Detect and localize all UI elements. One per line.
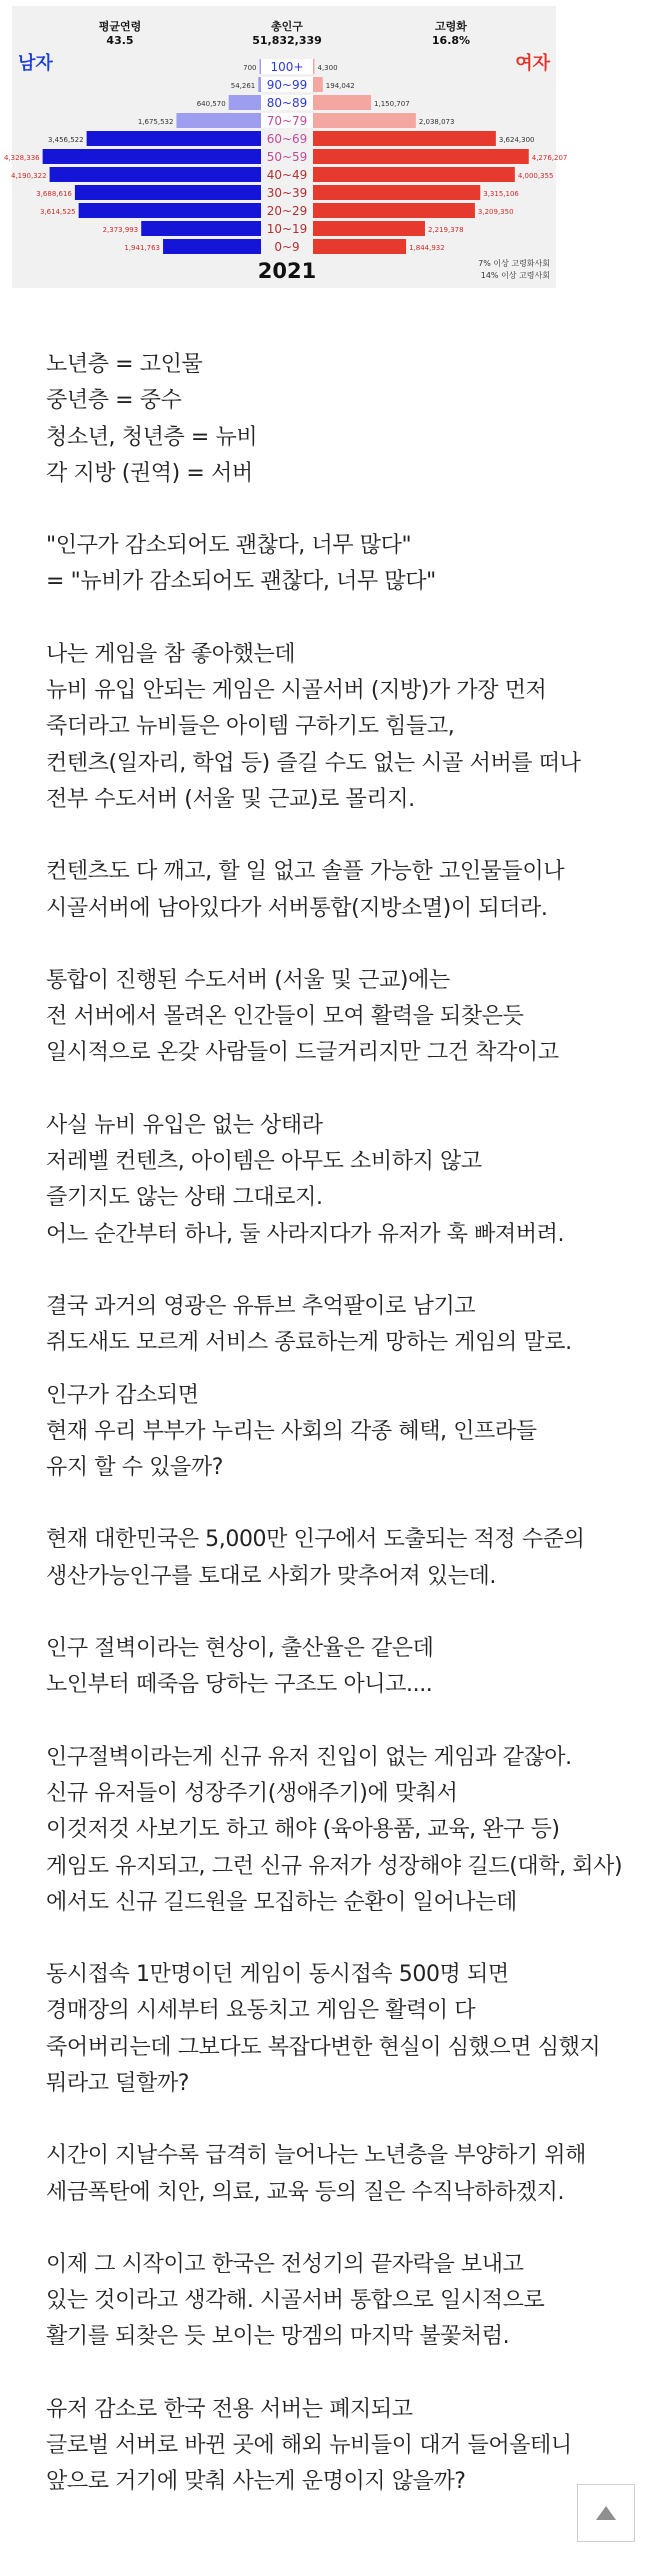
text-line: 노인부터 떼죽음 당하는 구조도 아니고.... [46,1672,433,1698]
female-value-label: 4,300 [317,64,338,72]
text-line: 시골서버에 남아있다가 서버통합(지방소멸)이 되더라. [46,895,548,921]
male-bar [229,95,261,110]
chart-title: 2021 [257,259,317,283]
text-line: 이것저것 사보기도 하고 해야 (육아용품, 교육, 완구 등) [46,1817,560,1843]
male-value-label: 4,328,336 [3,154,40,162]
female-bar [313,221,425,236]
text-line: 전부 수도서버 (서울 및 근교)로 몰리지. [46,786,415,812]
text-line: 일시적으로 온갖 사람들이 드글거리지만 그건 착각이고 [46,1040,559,1066]
text-line: 에서도 신규 길드원을 모집하는 순환이 일어나는데 [46,1889,517,1915]
text-line: 유저 감소로 한국 전용 서버는 폐지되고 [46,2396,413,2422]
male-value-label: 640,570 [196,100,226,108]
female-bar [313,113,416,128]
text-line: 생산가능인구를 토대로 사회가 맞추어져 있는데. [46,1563,497,1589]
text-line: 나는 게임을 참 좋아했는데 [46,641,296,667]
text-line: 경매장의 시세부터 요동치고 게임은 활력이 다 [46,1998,476,2024]
paragraph [46,1740,636,1921]
female-bar [313,77,323,92]
text-line: 동시접속 1만명이던 게임이 동시접속 500명 되면 [46,1962,509,1988]
text-line: 현재 우리 부부가 누리는 사회의 각종 혜택, 인프라들 [46,1418,537,1444]
text-line: 뉴비 유입 안되는 게임은 시골서버 (지방)가 가장 먼저 [46,678,547,704]
paragraph [46,1522,636,1595]
male-bar [87,131,261,146]
male-bar [176,113,261,128]
text-line: 전 서버에서 몰려온 인간들이 모여 활력을 되찾은듯 [46,1004,524,1030]
text-line: 각 지방 (권역) = 서버 [46,460,253,486]
stat-value: 43.5 [106,34,134,47]
paragraph [46,528,636,601]
paragraph [46,347,636,492]
text-line: 컨텐츠(일자리, 학업 등) 즐길 수도 없는 시골 서버를 떠나 [46,750,581,776]
text-line: 쥐도새도 모르게 서비스 종료하는게 망하는 게임의 말로. [46,1330,572,1356]
age-tick-label: 30~39 [266,186,308,200]
paragraph [46,1957,636,2102]
article-body [46,347,636,2501]
text-line: = "뉴비가 감소되어도 괜찮다, 너무 많다" [46,569,436,595]
text-line: 중년층 = 중수 [46,388,182,414]
text-line: 죽어버리는데 그보다도 복잡다변한 현실이 심했으면 심했지 [46,2034,601,2060]
male-value-label: 3,688,616 [36,190,72,198]
female-value-label: 4,000,355 [517,172,554,180]
text-line: 있는 것이라고 생각해. 시골서버 통합으로 일시적으로 [46,2288,545,2314]
male-value-label: 1,941,763 [124,244,161,252]
female-value-label: 3,315,106 [483,190,519,198]
text-line: 컨텐츠도 다 깨고, 할 일 없고 솔플 가능한 고인물들이나 [46,859,565,885]
text-line: 노년층 = 고인물 [46,352,203,377]
text-line: 통합이 진행된 수도서버 (서울 및 근교)에는 [46,967,450,993]
male-bar [260,59,262,74]
female-bar [313,95,371,110]
text-line: 시간이 지날수록 급격히 늘어나는 노년층을 부양하기 위해 [46,2143,587,2169]
male-bar [141,221,261,236]
female-bar [313,59,315,74]
text-line: 사실 뉴비 유입은 없는 상태라 [46,1112,323,1138]
age-tick-label: 90~99 [266,78,308,92]
text-line: 이제 그 시작이고 한국은 전성기의 끝자락을 보내고 [46,2251,524,2277]
text-line: 어느 순간부터 하나, 둘 사라지다가 유저가 훅 빠져버려. [46,1221,565,1247]
male-bar [50,167,261,182]
female-value-label: 2,219,378 [427,226,464,234]
text-line: 저레벨 컨텐츠, 아이템은 아무도 소비하지 않고 [46,1149,482,1175]
female-bar [313,149,529,164]
text-line: 신규 유저들이 성장주기(생애주기)에 맞춰서 [46,1780,458,1806]
text-line: 인구절벽이라는게 신규 유저 진입이 없는 게임과 같잖아. [46,1744,572,1770]
paragraph [46,2392,636,2501]
age-tick-label: 20~29 [266,204,308,218]
female-value-label: 1,150,707 [374,100,410,108]
male-value-label: 1,675,532 [137,118,174,126]
scroll-to-top-button[interactable] [577,2484,635,2542]
paragraph [46,637,636,818]
paragraph [46,854,636,927]
age-tick-label: 60~69 [266,132,308,146]
female-value-label: 4,276,207 [531,154,568,162]
text-line: 인구 절벽이라는 현상이, 출산율은 같은데 [46,1636,434,1662]
paragraph [46,963,636,1072]
female-bar [313,131,496,146]
text-line: 게임도 유지되고, 그런 신규 유저가 성장해야 길드(대학, 회사) [46,1853,623,1879]
male-bar [163,239,261,254]
footnote: 14% 이상 고령사회 [480,271,550,280]
female-value-label: 194,042 [325,82,355,90]
male-bar [79,203,261,218]
stat-value: 16.8% [431,34,471,47]
age-tick-label: 80~89 [266,96,308,110]
male-value-label: 2,373,993 [102,226,139,234]
male-value-label: 3,614,525 [39,208,76,216]
male-bar [43,149,261,164]
male-bar [258,77,261,92]
stat-value: 51,832,339 [252,34,322,47]
female-side-label: 여자 [515,53,550,74]
female-value-label: 3,209,350 [477,208,514,216]
text-line: 청소년, 청년층 = 뉴비 [46,424,258,450]
triangle-up-icon [595,2505,617,2521]
female-value-label: 1,844,932 [409,244,445,252]
male-value-label: 54,261 [230,82,256,90]
male-value-label: 3,456,522 [47,136,84,144]
male-value-label: 700 [243,64,257,72]
male-value-label: 4,190,322 [10,172,47,180]
text-line: 뭐라고 덜할까? [46,2070,189,2096]
female-value-label: 2,038,073 [418,118,455,126]
text-line: 세금폭탄에 치안, 의료, 교육 등의 질은 수직낙하하겠지. [46,2179,565,2205]
paragraph [46,2247,636,2356]
text-line: 활기를 되찾은 듯 보이는 망겜의 마지막 불꽃처럼. [46,2324,510,2350]
text-line: 결국 과거의 영광은 유튜브 추억팔이로 남기고 [46,1293,476,1319]
text-line: 글로벌 서버로 바뀐 곳에 해외 뉴비들이 대거 들어올테니 [46,2433,572,2459]
stat-label: 평균연령 [98,20,142,33]
female-value-label: 3,624,300 [498,136,535,144]
age-tick-label: 50~59 [266,150,308,164]
paragraph [46,1289,636,1362]
age-tick-label: 100+ [270,60,304,74]
text-line: "인구가 감소되어도 괜찮다, 너무 많다" [46,533,412,559]
female-bar [313,203,475,218]
female-bar [313,185,480,200]
text-line: 즐기지도 않는 상태 그대로지. [46,1185,323,1211]
age-tick-label: 70~79 [266,114,308,128]
text-line: 앞으로 거기에 맞춰 사는게 운명이지 않을까? [46,2469,466,2495]
male-side-label: 남자 [18,53,53,74]
population-pyramid-chart [3,6,568,288]
text-line: 현재 대한민국은 5,000만 인구에서 도출되는 적정 수준의 [46,1527,585,1553]
male-bar [75,185,261,200]
paragraph [46,2138,636,2211]
paragraph [46,1378,636,1487]
paragraph [46,1631,636,1704]
paragraph [46,1108,636,1253]
footnote: 7% 이상 고령화사회 [478,259,550,268]
age-tick-label: 0~9 [274,240,300,254]
age-tick-label: 10~19 [266,222,308,236]
stat-label: 고령화 [435,20,467,33]
population-pyramid-svg [3,6,568,288]
text-line: 유지 할 수 있을까? [46,1455,224,1481]
female-bar [313,239,406,254]
text-line: 죽더라고 뉴비들은 아이템 구하기도 힘들고, [46,714,455,740]
stat-label: 총인구 [271,20,303,33]
female-bar [313,167,515,182]
age-tick-label: 40~49 [266,168,308,182]
text-line: 인구가 감소되면 [46,1382,199,1408]
